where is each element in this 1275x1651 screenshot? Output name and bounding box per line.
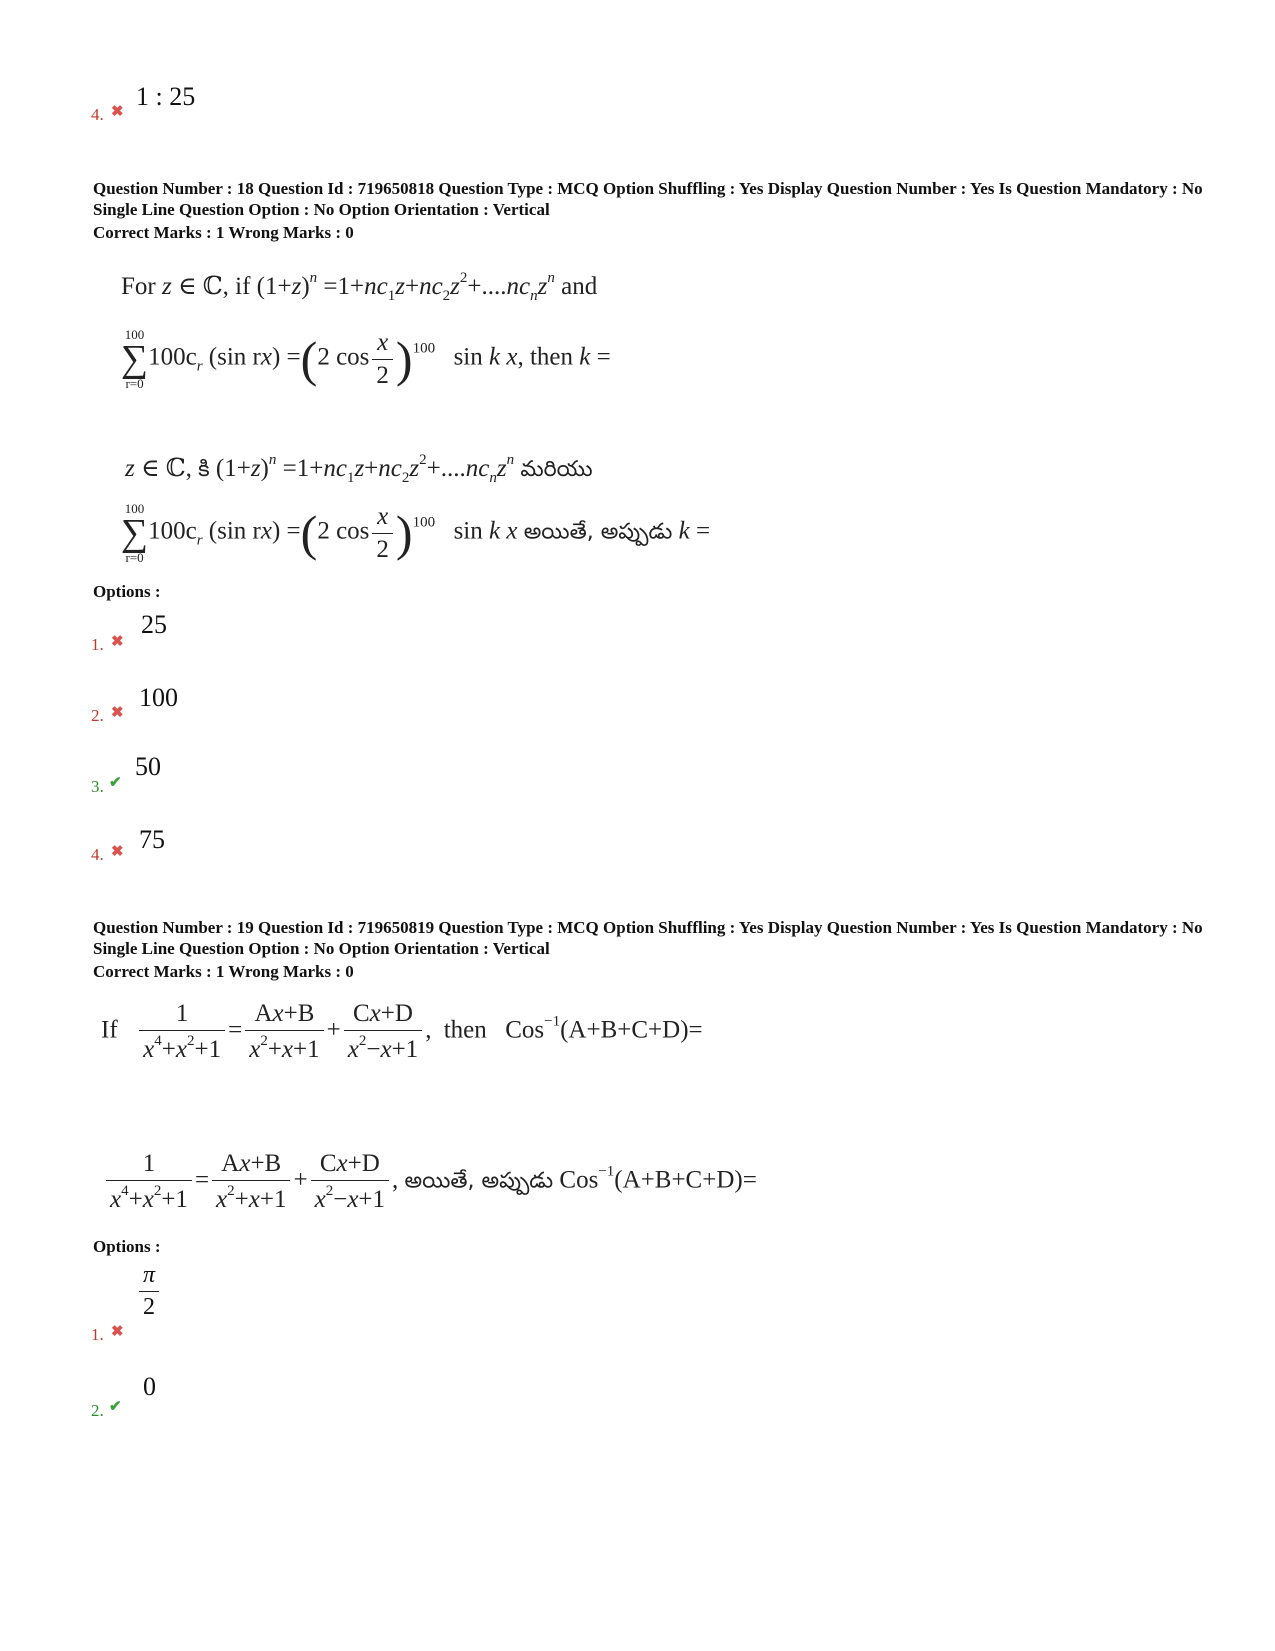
word-if: if <box>235 273 251 300</box>
cross-icon: ✖ <box>111 1324 124 1340</box>
word-then: , then <box>517 343 573 371</box>
question-meta: Question Number : 18 Question Id : 719650818 Question Type : MCQ Option Shuffling : Yes Display Question Number : Yes Is Question Mandatory : No Single Line Question Option : No Option Orientation : Vertical <box>93 179 1203 219</box>
option-value[interactable]: 100 <box>139 683 178 712</box>
cross-icon: ✖ <box>111 705 124 721</box>
options-label: Options : <box>93 1237 161 1256</box>
word-and: and <box>561 273 598 300</box>
check-icon: ✔ <box>109 1399 122 1415</box>
options-label: Options : <box>93 582 161 601</box>
question-meta: Question Number : 19 Question Id : 719650819 Question Type : MCQ Option Shuffling : Yes Display Question Number : Yes Is Question Mandatory : No Single Line Question Option : No Option Orientation : Vertical <box>93 918 1203 958</box>
question-text-en: If $\frac{1}{x^4+x^2+1}$ = $\frac{Ax+B}{x^2+x+1}$ + $\frac{Cx+D}{x^2-x+1}$ , then Cos$^{-1}$(A+B+C+D)= <box>101 1000 703 1063</box>
cross-icon: ✖ <box>111 844 124 860</box>
option-number: 1. <box>91 1325 104 1344</box>
question-text-en-line2: 100 ∑ r=0 $100c_r$ (sin rx) =(2 cos $\frac{x}{2}$ )$^{100}$ sin k x, then k = <box>121 327 611 391</box>
option-value[interactable]: 50 <box>135 752 161 781</box>
word-if: If <box>101 1016 118 1044</box>
option-number: 4. <box>91 105 104 124</box>
option-number: 2. <box>91 1401 104 1420</box>
word-for: For <box>121 273 156 300</box>
check-icon: ✔ <box>109 775 122 791</box>
question-marks: Correct Marks : 1 Wrong Marks : 0 <box>93 223 354 242</box>
option-value[interactable]: 0 <box>143 1372 156 1401</box>
option-value[interactable]: 25 <box>141 610 167 639</box>
option-value[interactable]: 75 <box>139 825 165 854</box>
question-marks: Correct Marks : 1 Wrong Marks : 0 <box>93 962 354 981</box>
question-text-te-line1: z ∈ ℂ, కి $(1+z)^n =1+nc_1z+nc_2z^2+....nc_nz^n$ మరియు <box>125 452 593 486</box>
cross-icon: ✖ <box>111 104 124 120</box>
question-text-te: $\frac{1}{x^4+x^2+1}$ = $\frac{Ax+B}{x^2+x+1}$ + $\frac{Cx+D}{x^2-x+1}$ , అయితే, అప్పుడు Cos$^{-1}$(A+B+C+D)= <box>103 1150 757 1214</box>
option-number: 1. <box>91 635 104 654</box>
option-number: 2. <box>91 706 104 725</box>
sum-symbol: 100 ∑ r=0 <box>121 327 149 391</box>
option-number: 4. <box>91 845 104 864</box>
question-text-en-line1: For z ∈ ℂ, if $(1+z)^n =1+nc_1z+nc_2z^2+....nc_nz^n$ and <box>121 270 598 304</box>
cross-icon: ✖ <box>111 634 124 650</box>
question-text-te-line2: 100 ∑ r=0 $100c_r$ (sin rx) =(2 cos $\frac{x}{2}$ )$^{100}$ sin k x అయితే, అప్పుడు k = <box>121 501 711 565</box>
word-then: then <box>443 1016 487 1044</box>
option-value[interactable]: $\frac{\pi}{2}$ <box>136 1262 162 1321</box>
option-number: 3. <box>91 777 104 796</box>
option-value: 1 : 25 <box>136 82 196 111</box>
